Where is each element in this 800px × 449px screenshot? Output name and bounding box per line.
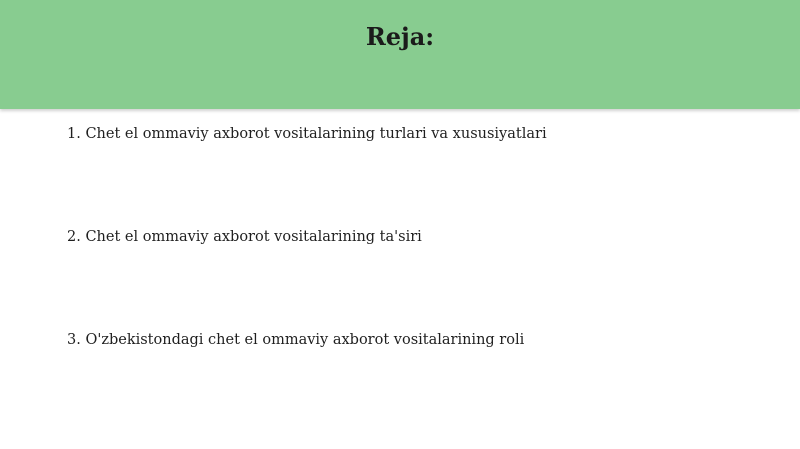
agenda-item-2: 2. Chet el ommaviy axborot vositalarining ta'siri [67, 229, 422, 245]
slide-title: Reja: [365, 22, 435, 51]
agenda-item-1: 1. Chet el ommaviy axborot vositalarining turlari va xususiyatlari [67, 126, 547, 142]
agenda-item-3: 3. O'zbekistondagi chet el ommaviy axborot vositalarining roli [67, 332, 525, 348]
